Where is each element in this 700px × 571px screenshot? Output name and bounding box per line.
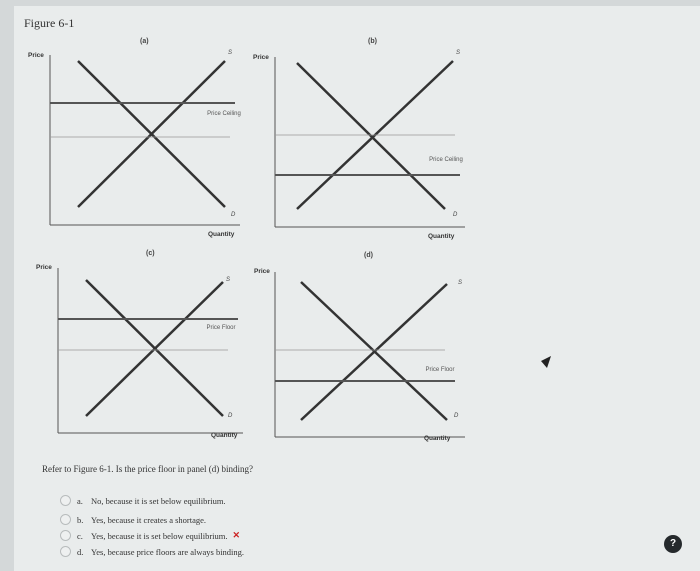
panel-a-policy-label: Price Ceiling [207,111,241,117]
panel-c-supply-label: S [226,277,231,283]
panel-b-supply-label: S [456,50,461,56]
answer-option-c[interactable] [60,530,240,541]
option-text: Yes, because it creates a shortage. [91,514,207,525]
panel-c-graph [58,268,243,433]
panel-c-x-axis-label: Quantity [211,432,238,439]
figure-title: Figure 6-1 [24,16,75,30]
option-letter: d. [77,546,84,557]
panel-label-d: (d) [364,252,373,259]
radio-icon[interactable] [60,514,71,525]
panel-a-x-axis-label: Quantity [208,231,235,238]
panel-b-y-axis-label: Price [253,54,269,61]
answer-option-d[interactable] [60,546,244,557]
panel-b-x-axis-label: Quantity [428,233,455,240]
panel-c-demand-label: D [228,413,233,419]
panel-c-y-axis-label: Price [36,264,52,271]
question-text: Refer to Figure 6-1. Is the price floor in panel (d) binding? [42,464,253,474]
radio-icon[interactable] [60,546,71,557]
panel-a-graph [50,55,240,225]
panel-b-policy-label: Price Ceiling [429,157,463,163]
radio-icon[interactable] [60,495,71,506]
answer-option-b[interactable] [60,514,206,525]
panel-a-y-axis-label: Price [28,52,44,59]
option-letter: b. [77,514,84,525]
option-text: Yes, because price floors are always binding. [91,546,245,557]
panel-b-demand-label: D [453,212,458,218]
panel-a-demand-label: D [231,212,236,218]
option-letter: a. [77,495,83,506]
mouse-cursor-icon [541,356,551,368]
panel-label-c: (c) [146,250,155,257]
panel-label-b: (b) [368,38,377,45]
panel-d-policy-label: Price Floor [425,367,455,373]
panel-c-policy-label: Price Floor [206,325,236,331]
panel-d-supply-label: S [458,280,463,286]
panel-label-a: (a) [140,38,149,45]
panel-d-x-axis-label: Quantity [424,435,451,442]
option-letter: c. [77,530,83,541]
radio-icon[interactable] [60,530,71,541]
help-button[interactable]: ? [664,535,682,553]
incorrect-x-icon: ✕ [232,530,241,540]
panel-a-supply-label: S [228,50,233,56]
panel-d-graph [275,272,465,437]
panel-d-demand-label: D [454,413,459,419]
option-text: No, because it is set below equilibrium. [91,495,226,506]
panel-b-graph [275,57,465,227]
panel-d-y-axis-label: Price [254,268,270,275]
answer-option-a[interactable] [60,495,226,506]
option-text: Yes, because it is set below equilibrium. [91,530,228,541]
